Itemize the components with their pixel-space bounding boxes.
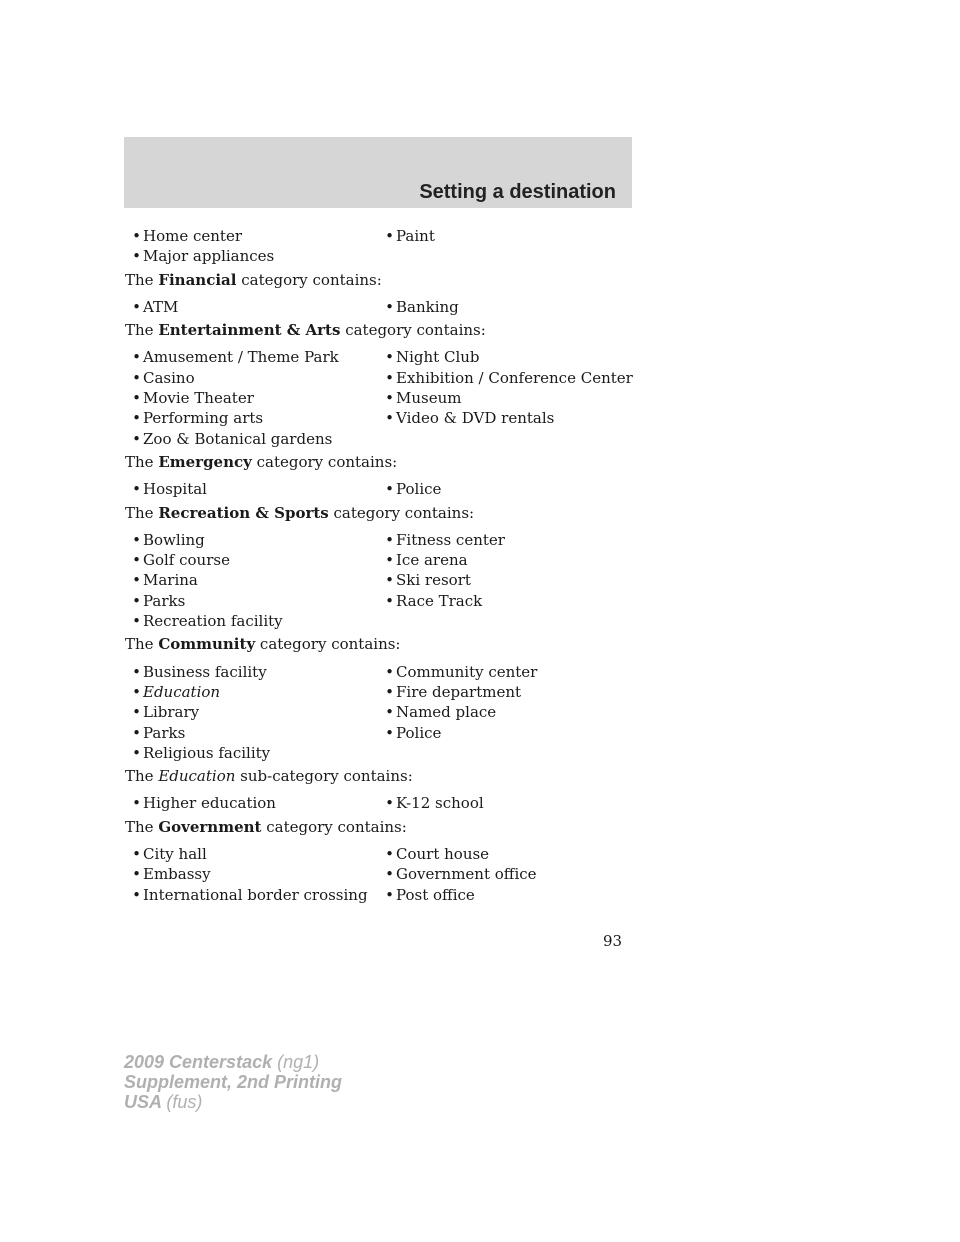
list-item-label: Parks: [143, 723, 186, 742]
footer-imprint: [124, 1052, 342, 1112]
list-row: [125, 570, 635, 590]
category-heading: [125, 634, 635, 654]
bullet-icon: •: [385, 348, 394, 367]
bullet-icon: •: [385, 227, 394, 245]
list-item-label: Race Track: [396, 591, 483, 610]
bullet-icon: •: [132, 227, 141, 245]
list-item: [125, 885, 378, 905]
list-row: [125, 723, 635, 743]
bullet-icon: •: [385, 591, 394, 610]
bullet-icon: •: [132, 551, 141, 570]
page-number: 93: [603, 932, 623, 950]
list-item-label: International border crossing: [143, 885, 368, 904]
list-item-label: Museum: [396, 389, 462, 408]
list-item: [125, 388, 378, 408]
bullet-icon: •: [385, 297, 394, 316]
bullet-icon: •: [132, 591, 141, 610]
bullet-icon: •: [132, 612, 141, 631]
list-row: [125, 429, 635, 449]
list-item-label: Business facility: [143, 662, 267, 681]
list-item: [378, 793, 635, 813]
list-item: [378, 723, 635, 743]
footer-region-code: (fus): [166, 1092, 203, 1112]
list-item: [378, 368, 635, 388]
list-row: [125, 885, 635, 905]
list-item-label: Court house: [396, 845, 490, 864]
list-row: [125, 246, 635, 266]
category-heading: [125, 270, 635, 290]
list-item: [378, 246, 635, 266]
bullet-icon: •: [132, 530, 141, 549]
category-heading: [125, 320, 635, 340]
bullet-icon: •: [132, 865, 141, 884]
list-item: [378, 611, 635, 631]
category-heading: [125, 817, 635, 837]
bullet-icon: •: [385, 723, 394, 742]
list-item-label: ATM: [143, 297, 179, 316]
list-item: [125, 743, 378, 763]
list-item: [378, 429, 635, 449]
list-item: [378, 570, 635, 590]
list-item-label: Fire department: [396, 682, 522, 701]
bullet-icon: •: [385, 845, 394, 864]
list-item-label: Library: [143, 703, 200, 722]
heading-suffix: category contains:: [340, 321, 486, 340]
list-item-label: Recreation facility: [143, 612, 283, 631]
bullet-icon: •: [132, 247, 141, 266]
list-item-label: Police: [396, 480, 442, 499]
list-row: [125, 347, 635, 367]
list-item: [125, 844, 378, 864]
category-lists: [125, 226, 635, 905]
list-item: [125, 530, 378, 550]
heading-prefix: The: [125, 270, 159, 289]
bullet-icon: •: [385, 480, 394, 499]
bullet-icon: •: [385, 682, 394, 701]
list-row: [125, 591, 635, 611]
bullet-icon: •: [132, 297, 141, 316]
list-item-label: Night Club: [396, 348, 480, 367]
list-item-label: Government office: [396, 865, 537, 884]
list-item: [125, 793, 378, 813]
footer-region: USA: [124, 1092, 162, 1112]
list-item: [378, 226, 635, 246]
heading-suffix: category contains:: [255, 635, 401, 654]
bullet-icon: •: [385, 409, 394, 428]
bullet-icon: •: [385, 885, 394, 904]
list-item-label: Bowling: [143, 530, 205, 549]
list-row: [125, 388, 635, 408]
heading-suffix: sub-category contains:: [235, 767, 413, 786]
bullet-icon: •: [132, 662, 141, 681]
category-heading: [125, 452, 635, 472]
list-item-label: Amusement / Theme Park: [143, 348, 339, 367]
list-item: [125, 226, 378, 246]
list-item-label: Education: [143, 682, 221, 701]
list-item-label: Embassy: [143, 865, 211, 884]
heading-suffix: category contains:: [328, 503, 475, 522]
list-item-label: Major appliances: [143, 247, 275, 266]
bullet-icon: •: [132, 723, 141, 742]
list-item-label: Ski resort: [396, 571, 471, 590]
bullet-icon: •: [385, 551, 394, 570]
category-name: Government: [158, 817, 262, 836]
bullet-icon: •: [132, 348, 141, 367]
bullet-icon: •: [132, 885, 141, 904]
list-row: [125, 682, 635, 702]
category-heading: [125, 766, 635, 786]
list-item: [378, 885, 635, 905]
list-item-label: Marina: [143, 571, 198, 590]
list-row: [125, 479, 635, 499]
category-name: Financial: [158, 270, 237, 289]
list-item-label: Banking: [396, 297, 459, 316]
list-item: [125, 408, 378, 428]
list-item-label: Community center: [396, 662, 538, 681]
bullet-icon: •: [132, 682, 141, 701]
list-item-label: Casino: [143, 368, 195, 387]
list-item-label: Named place: [396, 703, 497, 722]
list-item: [378, 864, 635, 884]
list-item: [378, 702, 635, 722]
list-item: [125, 570, 378, 590]
bullet-icon: •: [132, 703, 141, 722]
list-item-label: Paint: [396, 227, 435, 245]
list-item: [378, 844, 635, 864]
list-item: [125, 611, 378, 631]
list-item: [125, 723, 378, 743]
list-item-label: Exhibition / Conference Center: [396, 368, 633, 387]
list-item-label: Performing arts: [143, 409, 264, 428]
bullet-icon: •: [385, 571, 394, 590]
list-item: [125, 368, 378, 388]
list-item: [125, 682, 378, 702]
heading-prefix: The: [125, 817, 159, 836]
list-item: [378, 550, 635, 570]
list-item-label: Movie Theater: [143, 389, 254, 408]
list-item-label: Fitness center: [396, 530, 505, 549]
list-item-label: Golf course: [143, 551, 230, 570]
bullet-icon: •: [132, 571, 141, 590]
list-item: [125, 864, 378, 884]
list-item: [125, 702, 378, 722]
list-item-label: Higher education: [143, 794, 276, 813]
list-item: [378, 682, 635, 702]
list-row: [125, 793, 635, 813]
list-row: [125, 743, 635, 763]
list-item: [125, 246, 378, 266]
footer-model: 2009 Centerstack: [124, 1052, 273, 1072]
bullet-icon: •: [385, 389, 394, 408]
bullet-icon: •: [132, 389, 141, 408]
category-name: Recreation & Sports: [158, 503, 329, 522]
header-band: [124, 137, 632, 208]
category-heading: [125, 503, 635, 523]
bullet-icon: •: [385, 530, 394, 549]
list-item-label: Home center: [143, 227, 242, 245]
bullet-icon: •: [385, 865, 394, 884]
heading-prefix: The: [125, 503, 159, 522]
bullet-icon: •: [132, 743, 141, 762]
list-item-label: Ice arena: [396, 551, 468, 570]
list-item-label: Zoo & Botanical gardens: [143, 429, 333, 448]
footer-supplement: Supplement, 2nd Printing: [124, 1072, 343, 1092]
footer-model-code: (ng1): [277, 1052, 320, 1072]
bullet-icon: •: [132, 409, 141, 428]
list-item-label: Parks: [143, 591, 186, 610]
list-row: [125, 530, 635, 550]
bullet-icon: •: [132, 429, 141, 448]
list-row: [125, 702, 635, 722]
list-item: [125, 591, 378, 611]
list-row: [125, 550, 635, 570]
heading-prefix: The: [125, 321, 159, 340]
bullet-icon: •: [132, 794, 141, 813]
heading-prefix: The: [125, 635, 159, 654]
heading-suffix: category contains:: [236, 270, 382, 289]
list-item: [378, 347, 635, 367]
list-item: [378, 479, 635, 499]
heading-suffix: category contains:: [251, 452, 398, 471]
category-name: Emergency: [158, 452, 252, 471]
list-item: [378, 297, 635, 317]
list-item: [378, 408, 635, 428]
list-item-label: K-12 school: [396, 794, 484, 813]
list-row: [125, 611, 635, 631]
list-item-label: Post office: [396, 885, 475, 904]
bullet-icon: •: [132, 368, 141, 387]
list-item: [378, 662, 635, 682]
bullet-icon: •: [132, 480, 141, 499]
list-item-label: City hall: [143, 845, 207, 864]
category-name: Community: [158, 635, 256, 654]
bullet-icon: •: [385, 794, 394, 813]
list-item-label: Police: [396, 723, 442, 742]
list-item: [125, 662, 378, 682]
page-title: Setting a destination: [419, 181, 616, 203]
category-name: Entertainment & Arts: [158, 321, 341, 340]
heading-prefix: The: [125, 452, 159, 471]
list-item: [378, 591, 635, 611]
list-item-label: Video & DVD rentals: [396, 409, 555, 428]
list-item: [378, 388, 635, 408]
bullet-icon: •: [385, 703, 394, 722]
heading-suffix: category contains:: [261, 817, 407, 836]
list-row: [125, 408, 635, 428]
bullet-icon: •: [385, 368, 394, 387]
list-item-label: Hospital: [143, 480, 207, 499]
list-row: [125, 368, 635, 388]
heading-prefix: The: [125, 767, 159, 786]
bullet-icon: •: [385, 662, 394, 681]
list-item: [125, 297, 378, 317]
list-item: [125, 479, 378, 499]
list-row: [125, 297, 635, 317]
list-item: [125, 550, 378, 570]
list-item: [125, 347, 378, 367]
list-row: [125, 662, 635, 682]
list-row: [125, 844, 635, 864]
bullet-icon: •: [132, 845, 141, 864]
list-item: [125, 429, 378, 449]
list-row: [125, 864, 635, 884]
category-name: Education: [158, 767, 236, 786]
list-row: [125, 226, 635, 246]
list-item: [378, 530, 635, 550]
list-item: [378, 743, 635, 763]
list-item-label: Religious facility: [143, 743, 271, 762]
